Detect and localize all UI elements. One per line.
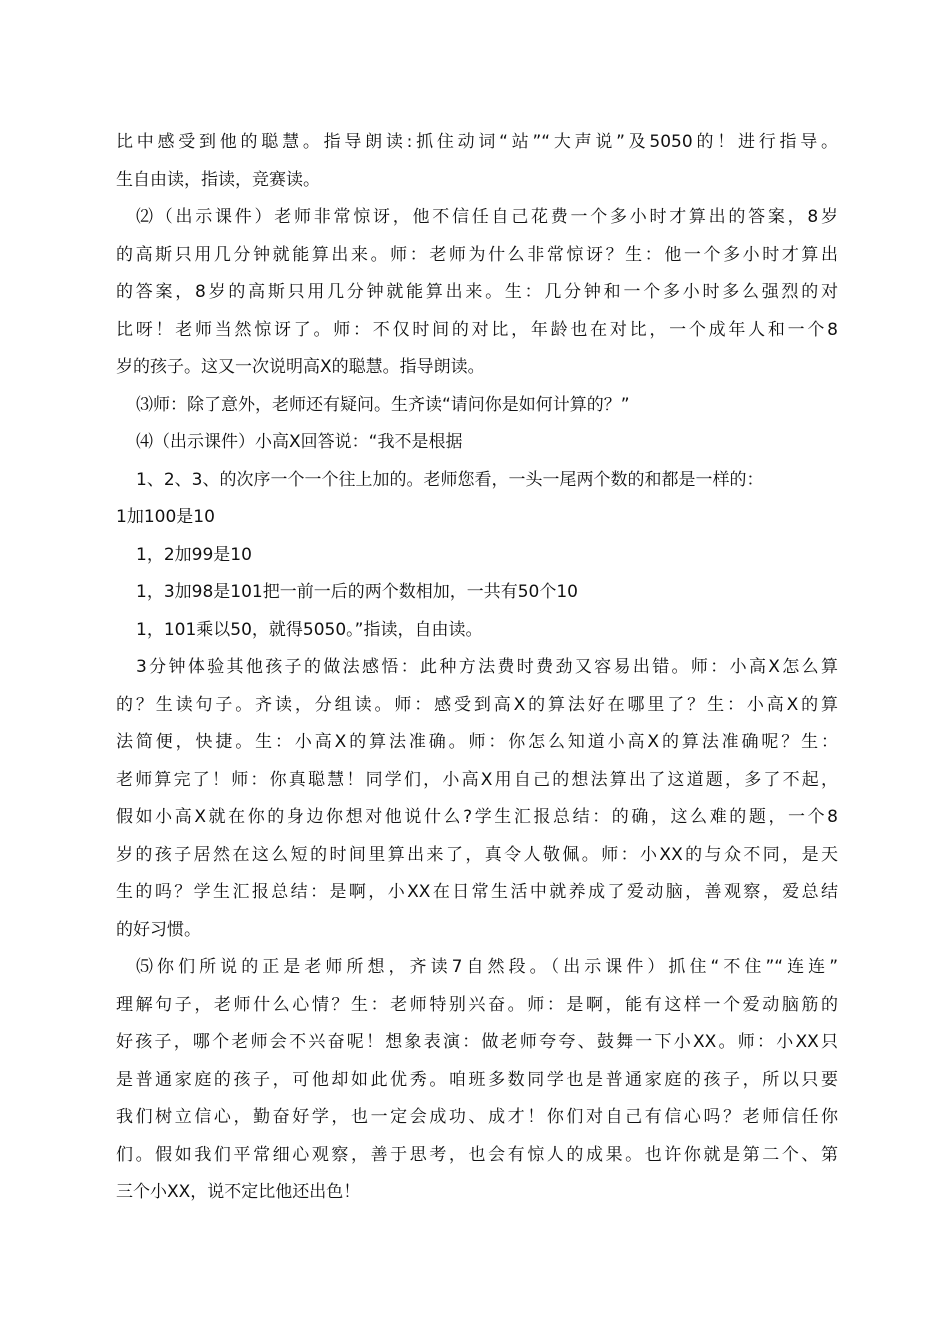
- text-line: 我们树立信心，勤奋好学，也一定会成功、成才！你们对自己有信心吗？老师信任你: [116, 1107, 838, 1127]
- text-line: 法简便，快捷。生：小高X的算法准确。师：你怎么知道小高X的算法准确呢？生：: [116, 732, 838, 752]
- text-line: 好孩子，哪个老师会不兴奋呢！想象表演：做老师夸夸、鼓舞一下小XX。师：小XX只: [116, 1032, 838, 1052]
- text-line: 岁的孩子居然在这么短的时间里算出来了，真令人敬佩。师：小XX的与众不同，是天: [116, 844, 838, 865]
- text-line: 理解句子，老师什么心情？生：老师特别兴奋。师：是啊，能有这样一个爱动脑筋的: [116, 994, 838, 1015]
- text-line: ⑷（出示课件）小高X回答说：“我不是根据: [136, 432, 463, 452]
- text-line: 岁的孩子。这又一次说明高X的聪慧。指导朗读。: [116, 357, 485, 377]
- text-line: 3分钟体验其他孩子的做法感悟：此种方法费时费劲又容易出错。师：小高X怎么算: [136, 657, 838, 677]
- text-line: 1、2、3、的次序一个一个往上加的。老师您看，一头一尾两个数的和都是一样的：: [136, 469, 764, 490]
- text-line: ⑸你们所说的正是老师所想，齐读7自然段。（出示课件）抓住“不住”“连连”: [136, 957, 838, 977]
- text-line: 的？生读句子。齐读，分组读。师：感受到高X的算法好在哪里了？生：小高X的算: [116, 694, 838, 715]
- text-line: ⑵（出示课件）老师非常惊讶，他不信任自己花费一个多小时才算出的答案，8岁: [136, 207, 838, 227]
- text-line: ⑶师：除了意外，老师还有疑问。生齐读“请问你是如何计算的？”: [136, 394, 630, 415]
- text-line: 老师算完了！师：你真聪慧！同学们，小高X用自己的想法算出了这道题，多了不起，: [116, 769, 838, 790]
- text-line: 的好习惯。: [116, 919, 201, 940]
- text-line: 比呀！老师当然惊讶了。师：不仅时间的对比，年龄也在对比，一个成年人和一个8: [116, 319, 838, 340]
- text-line: 1，101乘以50，就得5050。”指读，自由读。: [136, 619, 483, 640]
- text-line: 三个小XX，说不定比他还出色！: [116, 1182, 361, 1202]
- text-line: 生的吗？学生汇报总结：是啊，小XX在日常生活中就养成了爱动脑，善观察，爱总结: [116, 882, 838, 902]
- text-line: 的答案，8岁的高斯只用几分钟就能算出来。生：几分钟和一个多小时多么强烈的对: [116, 282, 838, 302]
- text-line: 的高斯只用几分钟就能算出来。师：老师为什么非常惊讶？生：他一个多小时才算出: [116, 244, 838, 265]
- text-line: 1，2加99是10: [136, 544, 252, 565]
- text-line: 1，3加98是101把一前一后的两个数相加，一共有50个10: [136, 582, 578, 602]
- text-line: 们。假如我们平常细心观察，善于思考，也会有惊人的成果。也许你就是第二个、第: [116, 1144, 838, 1165]
- text-line: 假如小高X就在你的身边你想对他说什么?学生汇报总结：的确，这么难的题，一个8: [116, 807, 838, 827]
- text-line: 1加100是10: [116, 507, 215, 527]
- text-line: 是普通家庭的孩子，可他却如此优秀。咱班多数同学也是普通家庭的孩子，所以只要: [116, 1069, 838, 1090]
- text-line: 比中感受到他的聪慧。指导朗读:抓住动词“站”“大声说”及5050的！进行指导。: [116, 132, 838, 152]
- document-body: [116, 124, 838, 1212]
- text-line: 生自由读，指读，竞赛读。: [116, 169, 320, 190]
